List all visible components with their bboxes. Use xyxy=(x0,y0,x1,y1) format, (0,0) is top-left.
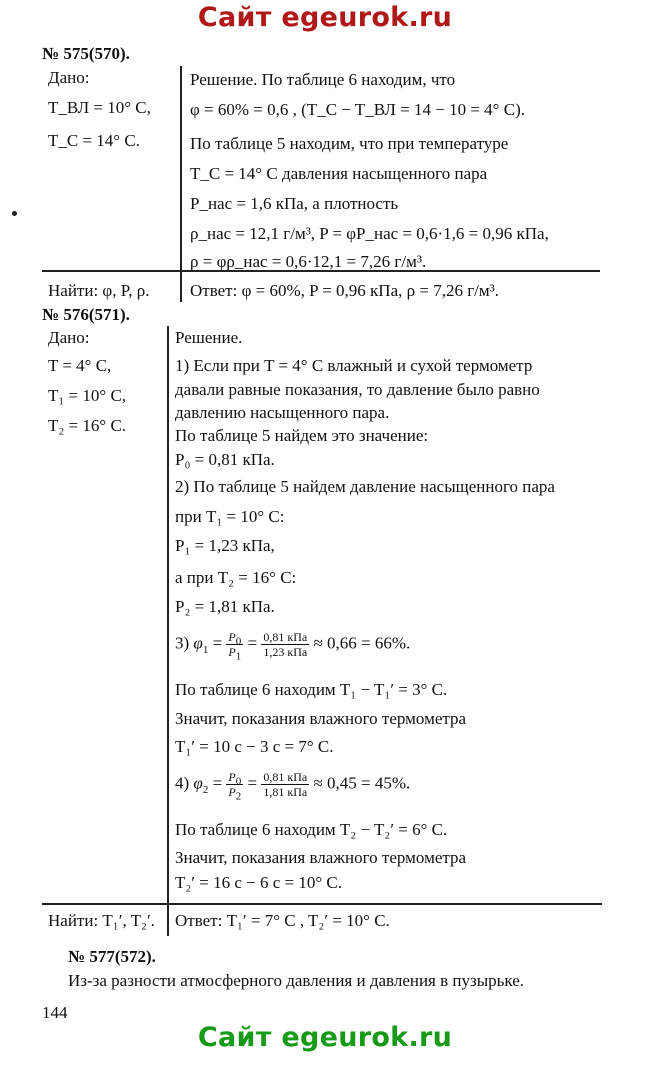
phi1-fraction-kpa: $\frac{\text{0,81 кПа}}{\text{1,23 кПа}}$ xyxy=(263,630,308,659)
p577-title: № 577(572). xyxy=(68,947,156,966)
p575-given-label: Дано: xyxy=(48,68,90,87)
p576-solution-line-8: при T₁ = 10° C: xyxy=(175,507,285,526)
p576-solution-line-17: По таблице 6 находим T₂ − T₂′ = 6° C. xyxy=(175,820,448,839)
site-footer: Сайт egeurok.ru xyxy=(197,1022,453,1053)
p576-solution-line-6: P₀ = 0,81 кПа. xyxy=(175,450,275,469)
p576-solution-line-3: давали равные показания, то давление было равно xyxy=(175,380,540,399)
p576-phi2-formula: 4) $\varphi_2$ = $\frac{P_0}{P_2}$ = $\frac{\text{0,81 кПа}}{\text{1,81 кПа}}$ ≈ 0,45 = 45%. xyxy=(175,770,411,803)
p575-title: № 575(570). xyxy=(42,44,130,63)
p575-find: Найти: φ, P, ρ. xyxy=(48,281,150,300)
p576-solution-line-9: P₁ = 1,23 кПа, xyxy=(175,536,275,555)
phi2-fraction-kpa: $\frac{\text{0,81 кПа}}{\text{1,81 кПа}}$ xyxy=(263,770,308,799)
p576-solution-line-13: По таблице 6 находим T₁ − T₁′ = 3° C. xyxy=(175,680,448,699)
p576-divider-vertical xyxy=(167,326,169,936)
p576-title: № 576(571). xyxy=(42,305,130,324)
p576-solution-line-10: а при T₂ = 16° C: xyxy=(175,568,297,587)
p576-solution-line-18: Значит, показания влажного термометра xyxy=(175,848,467,867)
p576-given-3: T₂ = 16° C. xyxy=(48,416,127,435)
p576-phi1-formula: 3) $\varphi_1$ = $\frac{P_0}{P_1}$ = $\frac{\text{0,81 кПа}}{\text{1,23 кПа}}$ ≈ 0,66 = 66%. xyxy=(175,630,411,663)
p576-given-label: Дано: xyxy=(48,328,90,347)
p575-answer: Ответ: φ = 60%, P = 0,96 кПа, ρ = 7,26 г/м³. xyxy=(190,281,500,300)
p576-solution-line-2: 1) Если при T = 4° C влажный и сухой термометр xyxy=(175,356,533,375)
p576-solution-line-15: T₁′ = 10 c − 3 c = 7° C. xyxy=(175,737,334,756)
p575-solution-line-3: По таблице 5 находим, что при температуре xyxy=(190,134,509,153)
p575-solution-line-7: ρ = φρ_нас = 0,6·12,1 = 7,26 г/м³. xyxy=(190,252,427,271)
p576-answer: Ответ: T₁′ = 7° C , T₂′ = 10° C. xyxy=(175,911,390,930)
p575-given-2: T_C = 14° C. xyxy=(48,131,140,150)
p576-given-2: T₁ = 10° C, xyxy=(48,386,127,405)
p575-given-1: T_ВЛ = 10° C, xyxy=(48,98,151,117)
p576-solution-line-14: Значит, показания влажного термометра xyxy=(175,709,467,728)
p576-divider-horizontal xyxy=(42,903,602,905)
page-number: 144 xyxy=(42,1003,68,1022)
p576-solution-line-4: давлению насыщенного пара. xyxy=(175,403,390,422)
p575-divider-vertical xyxy=(180,66,182,302)
p576-solution-line-5: По таблице 5 найдем это значение: xyxy=(175,426,429,445)
p576-solution-line-11: P₂ = 1,81 кПа. xyxy=(175,597,275,616)
p576-solution-line-7: 2) По таблице 5 найдем давление насыщенного пара xyxy=(175,477,555,496)
p577-text: Из-за разности атмосферного давления и давления в пузырьке. xyxy=(68,971,525,990)
phi1-fraction-p: $\frac{P_0}{P_1}$ xyxy=(228,630,242,663)
p576-given-1: T = 4° C, xyxy=(48,356,112,375)
p575-solution-line-4: T_C = 14° C давления насыщенного пара xyxy=(190,164,488,183)
p576-solution-line-19: T₂′ = 16 c − 6 c = 10° C. xyxy=(175,873,343,892)
p575-solution-line-5: P_нас = 1,6 кПа, а плотность xyxy=(190,194,399,213)
p576-find: Найти: T₁′, T₂′. xyxy=(48,911,155,930)
p575-solution-line-1: Решение. По таблице 6 находим, что xyxy=(190,70,456,89)
page-mark xyxy=(12,211,17,216)
p576-solution-line-1: Решение. xyxy=(175,328,243,347)
p575-solution-line-6: ρ_нас = 12,1 г/м³, P = φP_нас = 0,6·1,6 = 0,96 кПа, xyxy=(190,224,549,243)
phi2-fraction-p: $\frac{P_0}{P_2}$ xyxy=(228,770,242,803)
site-header: Сайт egeurok.ru xyxy=(197,2,453,33)
p575-solution-line-2: φ = 60% = 0,6 , (T_C − T_ВЛ = 14 − 10 = 4° C). xyxy=(190,100,525,119)
